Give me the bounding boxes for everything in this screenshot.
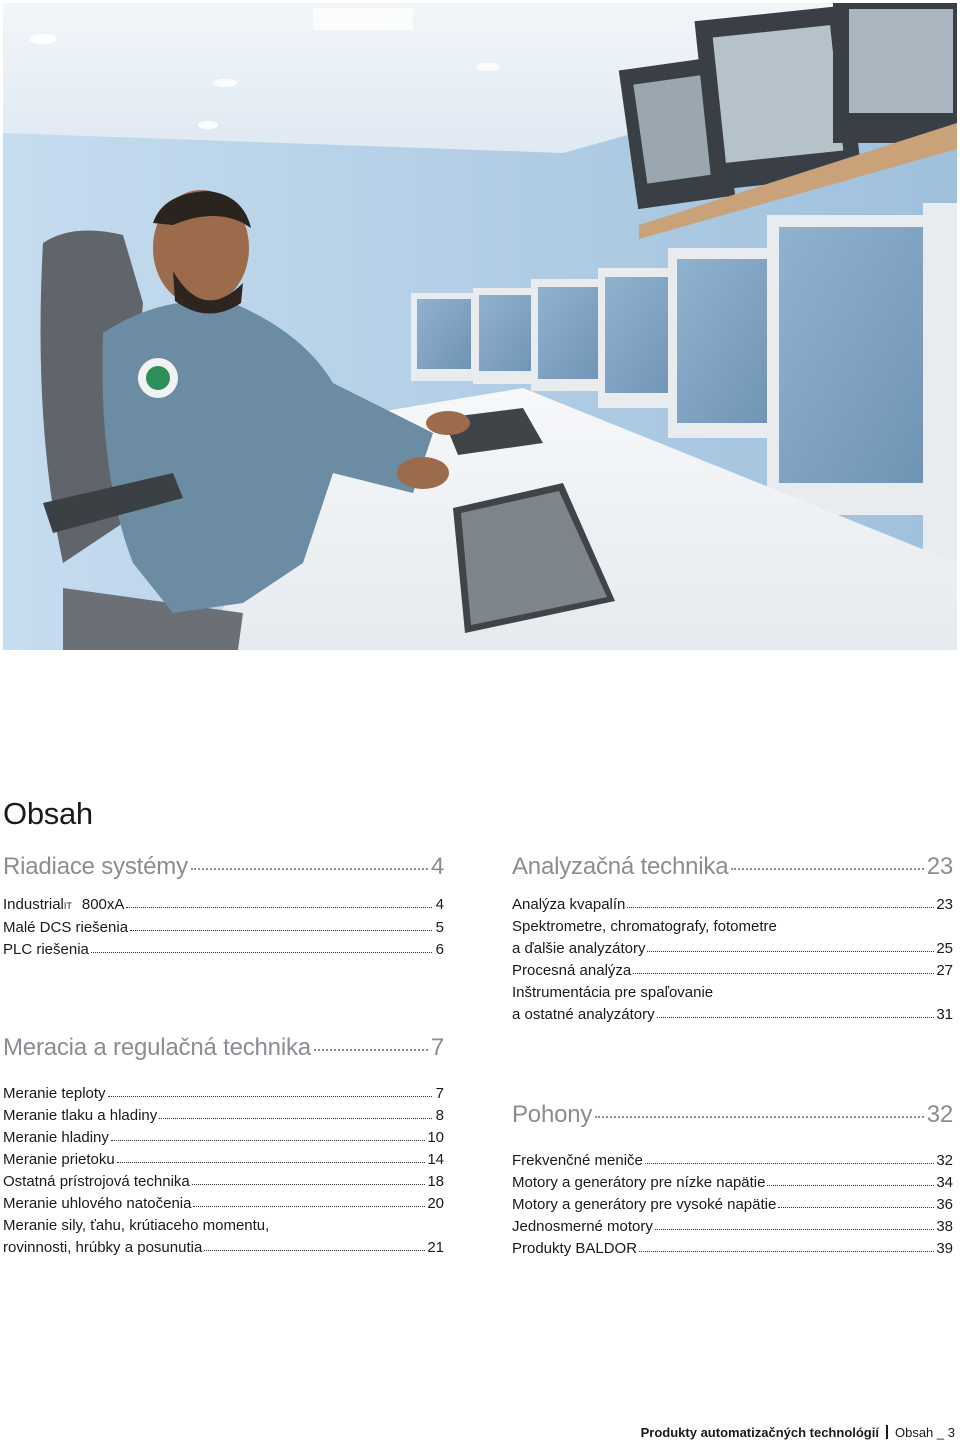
toc-entry[interactable]: Meranie prietoku 14: [3, 1151, 444, 1168]
toc-section: [512, 1100, 953, 1260]
page-footer: [641, 1425, 955, 1440]
toc-section: [3, 852, 444, 961]
toc-entry[interactable]: Meranie tlaku a hladiny 8: [3, 1107, 444, 1124]
toc-entry[interactable]: Malé DCS riešenia 5: [3, 919, 444, 936]
footer-separator: [886, 1425, 888, 1439]
toc-entry-line[interactable]: Spektrometre, chromatografy, fotometre: [512, 918, 777, 935]
toc-entry[interactable]: Ostatná prístrojová technika 18: [3, 1173, 444, 1190]
toc-section-heading[interactable]: Analyzačná technika 23: [512, 852, 953, 882]
toc-entry[interactable]: Procesná analýza 27: [512, 962, 953, 979]
toc-entry-line[interactable]: Meranie sily, ťahu, krútiaceho momentu,: [3, 1217, 270, 1234]
toc-entry[interactable]: Motory a generátory pre vysoké napätie 36: [512, 1196, 953, 1213]
toc-entry[interactable]: Meranie hladiny 10: [3, 1129, 444, 1146]
toc-entry[interactable]: Motory a generátory pre nízke napätie 34: [512, 1174, 953, 1191]
toc-section-heading[interactable]: Pohony 32: [512, 1100, 953, 1130]
toc-entry[interactable]: Produkty BALDOR 39: [512, 1240, 953, 1257]
toc-entry[interactable]: Analýza kvapalín 23: [512, 896, 953, 913]
page-title: Obsah: [3, 795, 93, 831]
toc-entry-line[interactable]: Inštrumentácia pre spaľovanie: [512, 984, 714, 1001]
toc-entry[interactable]: Jednosmerné motory 38: [512, 1218, 953, 1235]
toc-entry[interactable]: Meranie teploty 7: [3, 1085, 444, 1102]
footer-brand: Produkty automatizačných technológií: [640, 1425, 879, 1440]
toc-entry[interactable]: PLC riešenia 6: [3, 941, 444, 958]
toc-section-heading[interactable]: Meracia a regulačná technika 7: [3, 1033, 444, 1063]
control-room-photo: [3, 3, 957, 650]
toc-entry[interactable]: a ostatné analyzátory 31: [512, 1006, 953, 1023]
toc-entry[interactable]: a ďalšie analyzátory 25: [512, 940, 953, 957]
toc-entry[interactable]: rovinnosti, hrúbky a posunutia 21: [3, 1239, 444, 1256]
toc-section-heading[interactable]: Riadiace systémy 4: [3, 852, 444, 882]
toc-entry[interactable]: Frekvenčné meniče 32: [512, 1152, 953, 1169]
footer-section: Obsah: [894, 1425, 934, 1440]
toc-section: [3, 1033, 444, 1259]
toc-entry[interactable]: Industrial IT 800xA 4: [3, 896, 444, 913]
toc-entry[interactable]: Meranie uhlového natočenia 20: [3, 1195, 444, 1212]
footer-page-number: _ 3: [936, 1425, 955, 1440]
toc-section: [512, 852, 953, 1026]
